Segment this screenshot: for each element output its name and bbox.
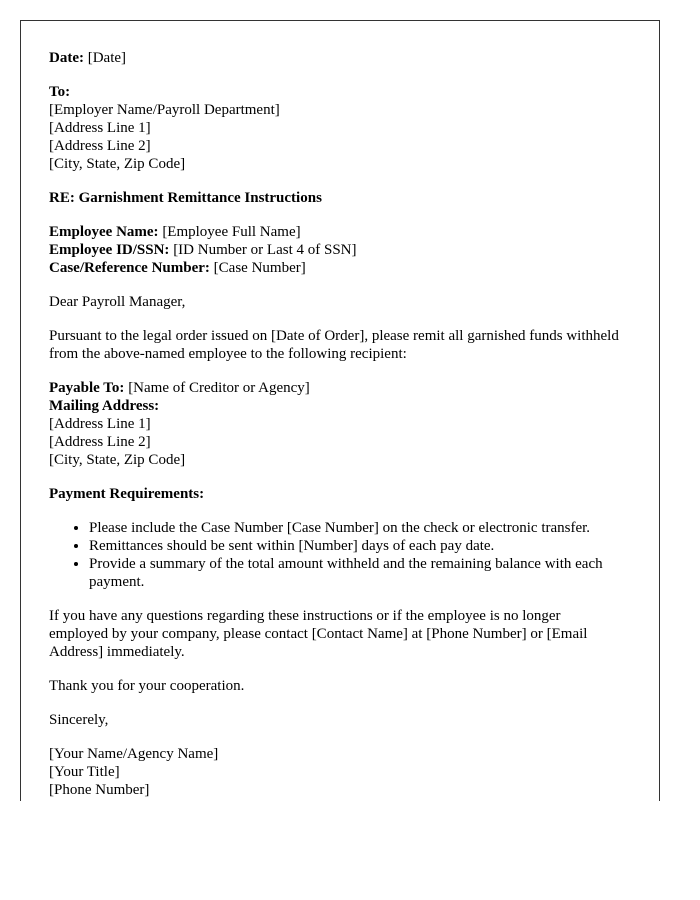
thanks-line: Thank you for your cooperation. — [49, 678, 245, 694]
questions-paragraph: If you have any questions regarding these instructions or if the employee is no longer employed by your company, please contact [Contact Name] at [Phone Number] or [Email Address] immediately. — [49, 608, 588, 660]
recipient-block: To: [Employer Name/Payroll Department] [Address Line 1] [Address Line 2] [City, State, Zip Code] — [49, 84, 280, 172]
payee-address-line: [City, State, Zip Code] — [49, 452, 186, 468]
signature-line: [Your Name/Agency Name] — [49, 746, 219, 762]
list-item: • Remittances should be sent within [Number] days of each pay date. — [89, 537, 623, 555]
requirements-list — [49, 519, 623, 591]
recipient-line: [Employer Name/Payroll Department] — [49, 102, 280, 118]
signature-line: [Phone Number] — [49, 782, 150, 798]
recipient-line: [Address Line 2] — [49, 138, 151, 154]
list-item: • Please include the Case Number [Case Number] on the check or electronic transfer. — [89, 519, 623, 537]
letter-page — [20, 20, 660, 801]
closing-line: Sincerely, — [49, 712, 109, 728]
requirements-heading: Payment Requirements: — [49, 486, 205, 502]
signature-block — [49, 745, 623, 799]
payee-address-line: [Address Line 2] — [49, 434, 151, 450]
intro-paragraph: Pursuant to the legal order issued on [Date of Order], please remit all garnished funds withheld from the above-named employee to the following recipient: — [49, 328, 619, 362]
payee-address-line: [Address Line 1] — [49, 416, 151, 432]
recipient-line: [City, State, Zip Code] — [49, 156, 186, 172]
date-line: Date: [Date] — [49, 50, 127, 66]
list-item: • Provide a summary of the total amount withheld and the remaining balance with each payment. — [89, 555, 623, 591]
payee-block: Payable To: [Name of Creditor or Agency] Mailing Address: [Address Line 1] [Address Line 2] [City, State, Zip Code] — [49, 380, 310, 468]
recipient-line: [Address Line 1] — [49, 120, 151, 136]
salutation: Dear Payroll Manager, — [49, 294, 186, 310]
employee-info: Employee Name: [Employee Full Name] Employee ID/SSN: [ID Number or Last 4 of SSN] Case/Reference Number: [Case Number] — [49, 224, 357, 276]
signature-line: [Your Title] — [49, 764, 120, 780]
subject-line: RE: Garnishment Remittance Instructions — [49, 190, 322, 206]
